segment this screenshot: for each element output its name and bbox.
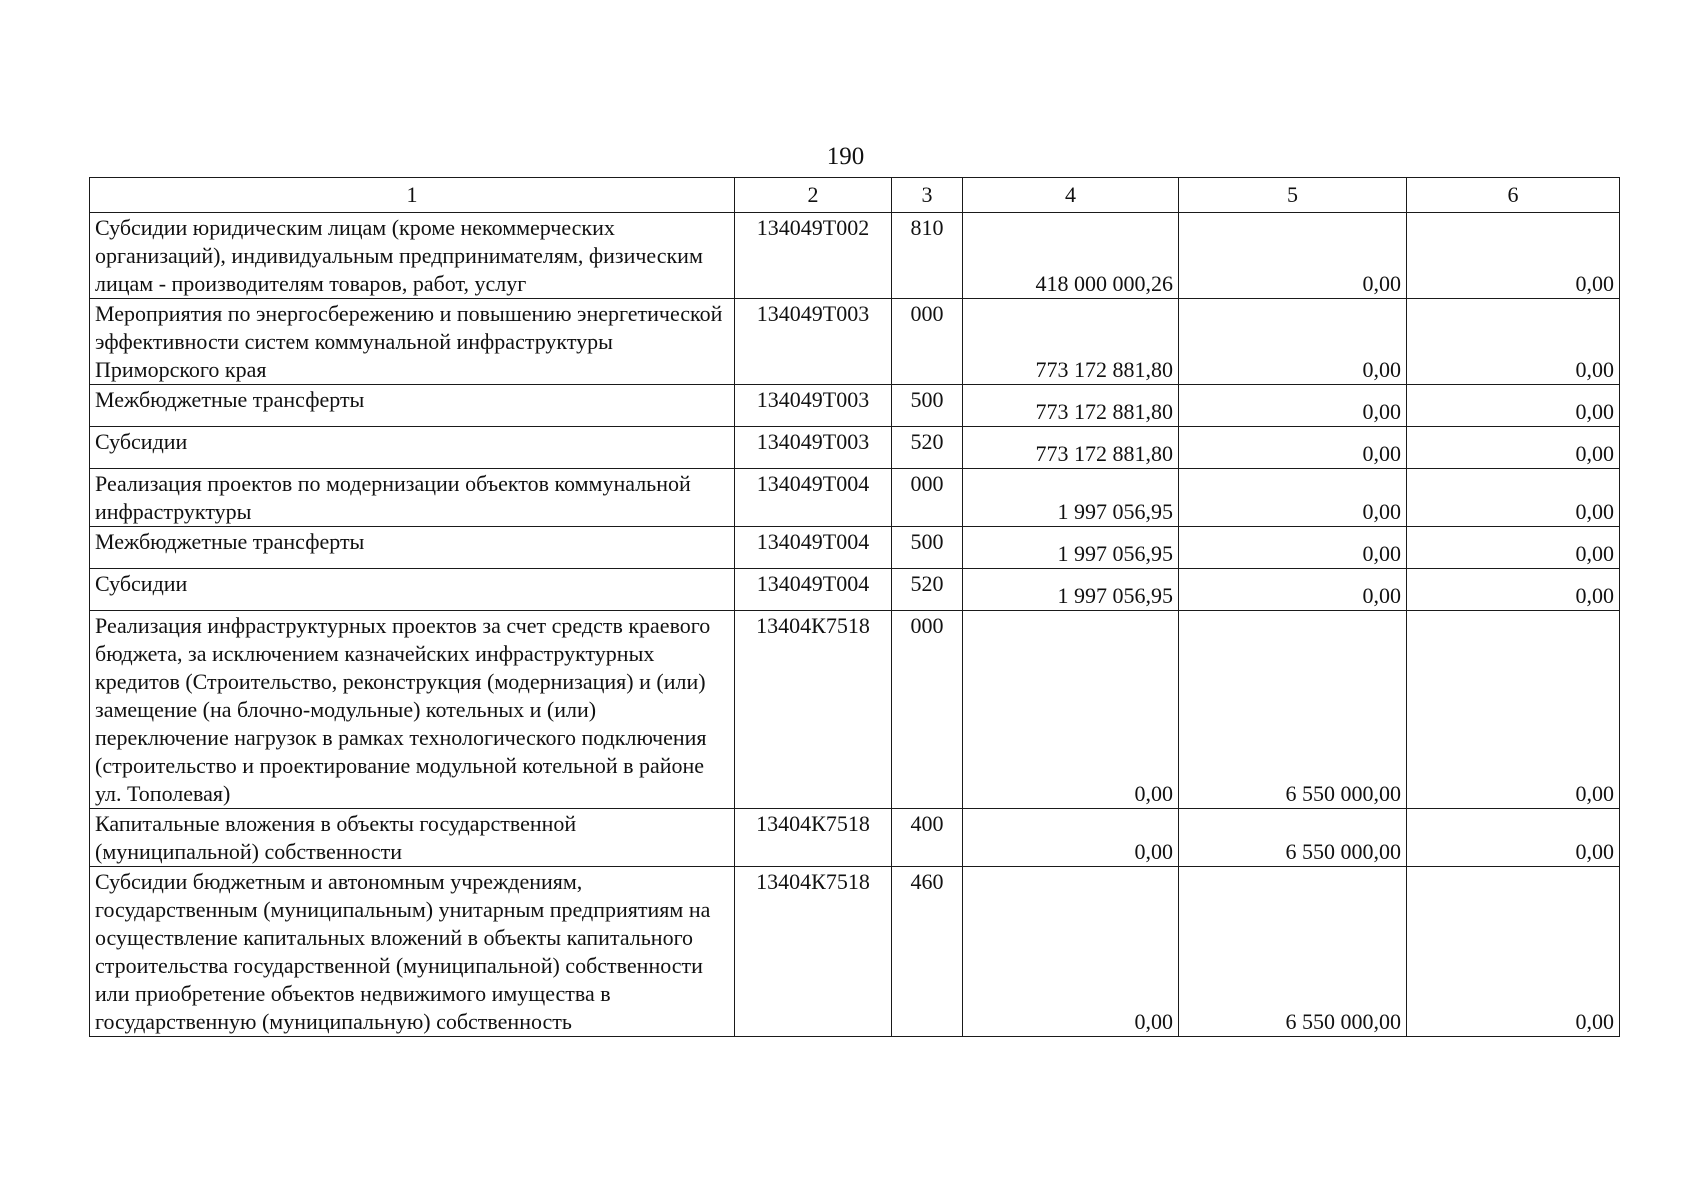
table-header-row bbox=[90, 178, 1620, 213]
row-name-cell: Межбюджетные трансферты bbox=[90, 385, 735, 427]
row-value-5-cell: 0,00 bbox=[1179, 569, 1407, 611]
row-code-cell: 134049Т004 bbox=[735, 469, 892, 527]
row-code-cell: 13404К7518 bbox=[735, 611, 892, 809]
row-type-cell: 810 bbox=[892, 213, 963, 299]
row-name-cell: Межбюджетные трансферты bbox=[90, 527, 735, 569]
row-code-cell: 13404К7518 bbox=[735, 809, 892, 867]
row-type-cell: 000 bbox=[892, 299, 963, 385]
row-value-5-cell: 6 550 000,00 bbox=[1179, 611, 1407, 809]
row-value-5-cell: 0,00 bbox=[1179, 527, 1407, 569]
row-type-cell: 500 bbox=[892, 527, 963, 569]
row-value-4-cell: 0,00 bbox=[963, 611, 1179, 809]
row-value-4-cell: 0,00 bbox=[963, 867, 1179, 1037]
table-row bbox=[90, 527, 1620, 569]
row-type-cell: 000 bbox=[892, 469, 963, 527]
row-value-4-cell: 773 172 881,80 bbox=[963, 299, 1179, 385]
table-row bbox=[90, 299, 1620, 385]
row-value-6-cell: 0,00 bbox=[1407, 427, 1620, 469]
table-row bbox=[90, 213, 1620, 299]
row-value-4-cell: 1 997 056,95 bbox=[963, 527, 1179, 569]
row-value-6-cell: 0,00 bbox=[1407, 469, 1620, 527]
row-value-6-cell: 0,00 bbox=[1407, 527, 1620, 569]
row-value-6-cell: 0,00 bbox=[1407, 569, 1620, 611]
table-row bbox=[90, 427, 1620, 469]
row-value-6-cell: 0,00 bbox=[1407, 213, 1620, 299]
table-row bbox=[90, 809, 1620, 867]
table-row bbox=[90, 385, 1620, 427]
row-value-4-cell: 418 000 000,26 bbox=[963, 213, 1179, 299]
row-value-5-cell: 0,00 bbox=[1179, 385, 1407, 427]
page-number: 190 bbox=[826, 143, 865, 170]
column-header: 4 bbox=[963, 178, 1179, 213]
row-type-cell: 500 bbox=[892, 385, 963, 427]
table-row bbox=[90, 867, 1620, 1037]
column-header: 5 bbox=[1179, 178, 1407, 213]
row-value-6-cell: 0,00 bbox=[1407, 809, 1620, 867]
row-code-cell: 134049Т003 bbox=[735, 299, 892, 385]
row-name-cell: Субсидии юридическим лицам (кроме некоммерческих организаций), индивидуальным предпринимателям, физическим лицам - производителям товаров, работ, услуг bbox=[90, 213, 735, 299]
row-value-6-cell: 0,00 bbox=[1407, 385, 1620, 427]
row-name-cell: Реализация проектов по модернизации объектов коммунальной инфраструктуры bbox=[90, 469, 735, 527]
column-header: 3 bbox=[892, 178, 963, 213]
row-name-cell: Субсидии bbox=[90, 569, 735, 611]
table-row bbox=[90, 469, 1620, 527]
row-value-5-cell: 6 550 000,00 bbox=[1179, 867, 1407, 1037]
row-name-cell: Капитальные вложения в объекты государственной (муниципальной) собственности bbox=[90, 809, 735, 867]
row-value-4-cell: 1 997 056,95 bbox=[963, 569, 1179, 611]
row-value-4-cell: 1 997 056,95 bbox=[963, 469, 1179, 527]
row-code-cell: 134049Т003 bbox=[735, 427, 892, 469]
row-name-cell: Мероприятия по энергосбережению и повышению энергетической эффективности систем коммунальной инфраструктуры Приморского края bbox=[90, 299, 735, 385]
row-value-6-cell: 0,00 bbox=[1407, 611, 1620, 809]
row-code-cell: 134049Т003 bbox=[735, 385, 892, 427]
row-code-cell: 134049Т004 bbox=[735, 527, 892, 569]
row-value-4-cell: 0,00 bbox=[963, 809, 1179, 867]
row-value-6-cell: 0,00 bbox=[1407, 299, 1620, 385]
row-name-cell: Субсидии bbox=[90, 427, 735, 469]
column-header: 6 bbox=[1407, 178, 1620, 213]
row-value-5-cell: 0,00 bbox=[1179, 427, 1407, 469]
row-type-cell: 400 bbox=[892, 809, 963, 867]
row-value-4-cell: 773 172 881,80 bbox=[963, 427, 1179, 469]
row-value-5-cell: 0,00 bbox=[1179, 469, 1407, 527]
table-row bbox=[90, 569, 1620, 611]
budget-table bbox=[89, 177, 1620, 1037]
row-type-cell: 460 bbox=[892, 867, 963, 1037]
row-value-5-cell: 0,00 bbox=[1179, 213, 1407, 299]
row-code-cell: 134049Т004 bbox=[735, 569, 892, 611]
row-name-cell: Реализация инфраструктурных проектов за счет средств краевого бюджета, за исключением казначейских инфраструктурных кредитов (Строительство, реконструкция (модернизация) и (или) замещение (на блочно-модульные) котельных и (или) переключение нагрузок в рамках технологического подключения (строительство и проектирование модульной котельной в районе ул. Тополевая) bbox=[90, 611, 735, 809]
row-code-cell: 13404К7518 bbox=[735, 867, 892, 1037]
row-value-5-cell: 0,00 bbox=[1179, 299, 1407, 385]
row-code-cell: 134049Т002 bbox=[735, 213, 892, 299]
row-value-4-cell: 773 172 881,80 bbox=[963, 385, 1179, 427]
row-type-cell: 520 bbox=[892, 569, 963, 611]
row-type-cell: 000 bbox=[892, 611, 963, 809]
column-header: 1 bbox=[90, 178, 735, 213]
row-value-5-cell: 6 550 000,00 bbox=[1179, 809, 1407, 867]
column-header: 2 bbox=[735, 178, 892, 213]
row-name-cell: Субсидии бюджетным и автономным учреждениям, государственным (муниципальным) унитарным предприятиям на осуществление капитальных вложений в объекты капитального строительства государственной (муниципальной) собственности или приобретение объектов недвижимого имущества в государственную (муниципальную) собственность bbox=[90, 867, 735, 1037]
row-value-6-cell: 0,00 bbox=[1407, 867, 1620, 1037]
table-row bbox=[90, 611, 1620, 809]
row-type-cell: 520 bbox=[892, 427, 963, 469]
